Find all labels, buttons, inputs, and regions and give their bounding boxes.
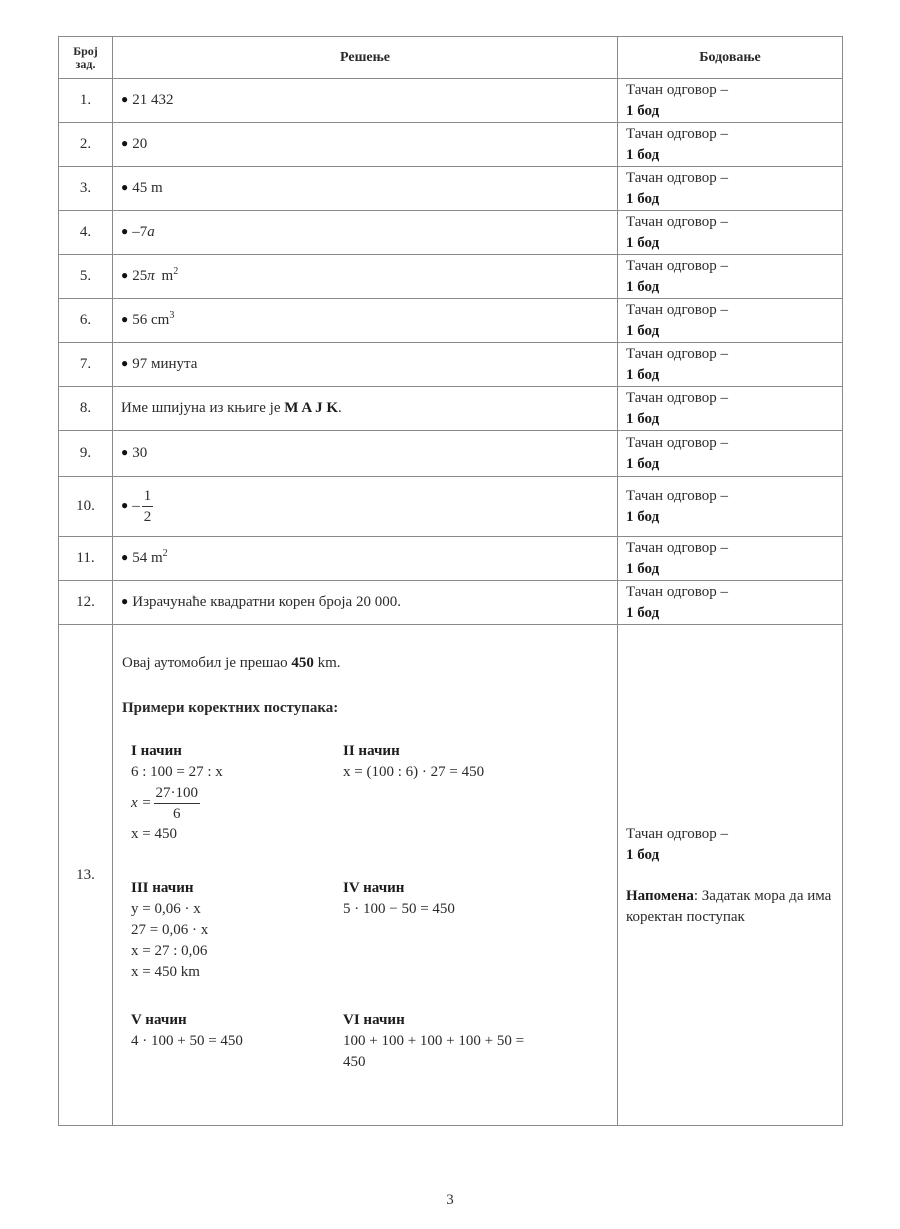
answer: 30 [132, 445, 148, 461]
scoring-points: 1 бод [626, 605, 660, 621]
scoring-points: 1 бод [626, 103, 660, 119]
task-number: 8. [59, 387, 113, 431]
scoring-text: Тачан одговор – [626, 258, 729, 274]
scoring-points: 1 бод [626, 147, 660, 163]
scoring-text: Тачан одговор – [626, 170, 729, 186]
bullet-icon: ● [121, 497, 129, 512]
answer: 25 [132, 268, 148, 284]
bullet-icon: ● [121, 356, 129, 370]
bullet-icon: ● [121, 550, 129, 564]
lead-text: Овај аутомобил је прешао [122, 655, 292, 671]
task-number: 1. [59, 79, 113, 123]
scoring-points: 1 бод [626, 323, 660, 339]
scoring-text: Тачан одговор – [626, 825, 729, 842]
answer-statement [122, 655, 341, 672]
method-line: y = 0,06 · x [131, 901, 201, 917]
method-4 [343, 878, 455, 920]
scoring-points: 1 бод [626, 235, 660, 251]
method-line: 27 = 0,06 · x [131, 922, 209, 938]
answer: 21 432 [132, 92, 174, 108]
answer: 56 cm [132, 312, 170, 328]
bullet-icon: ● [121, 445, 129, 459]
fraction-prefix: x = [131, 795, 152, 811]
task-number: 3. [59, 167, 113, 211]
scoring-cell [618, 211, 843, 255]
task-number: 11. [59, 537, 113, 581]
method-line: 450 [343, 1054, 366, 1070]
task-number: 7. [59, 343, 113, 387]
answer: 54 m [132, 550, 163, 566]
scoring-text: Тачан одговор – [626, 584, 729, 600]
answer-pi: π [147, 268, 155, 284]
answer-exponent: 2 [173, 266, 179, 277]
table-row-13 [59, 625, 843, 1126]
answer-fraction [142, 486, 154, 527]
scoring-points: 1 бод [626, 846, 660, 863]
table-row [59, 477, 843, 537]
task-number: 2. [59, 123, 113, 167]
scoring-cell [618, 387, 843, 431]
bullet-icon: ● [121, 180, 129, 194]
table-row [59, 343, 843, 387]
bullet-icon: ● [121, 268, 129, 282]
solution-cell [113, 387, 618, 431]
answer-unit: m [157, 268, 174, 284]
scoring-text: Тачан одговор – [626, 435, 729, 451]
table-row [59, 211, 843, 255]
task-number: 12. [59, 581, 113, 625]
method-line: x = 450 km [131, 964, 200, 980]
scoring-points: 1 бод [626, 191, 660, 207]
scoring-text: Тачан одговор – [626, 126, 729, 142]
method-line: x = 27 : 0,06 [131, 943, 208, 959]
table-row [59, 431, 843, 477]
scoring-text: Тачан одговор – [626, 390, 729, 406]
answer-sign: – [132, 497, 140, 514]
answer-exponent: 2 [162, 548, 168, 559]
examples-heading: Примери коректних поступака: [122, 700, 339, 716]
task-number: 13. [59, 625, 113, 1126]
fraction-numerator: 1 [142, 486, 154, 507]
scoring-text: Тачан одговор – [626, 488, 729, 504]
answer: 20 [132, 136, 148, 152]
solution-cell [113, 431, 618, 477]
header-task-number [59, 37, 113, 79]
scoring-points: 1 бод [626, 456, 660, 472]
scoring-cell [618, 581, 843, 625]
scoring-text: Тачан одговор – [626, 214, 729, 230]
method-line: 5 · 100 − 50 = 450 [343, 901, 455, 917]
method-title: V начин [131, 1012, 187, 1028]
scoring-cell [618, 477, 843, 537]
answer: 45 m [132, 180, 163, 196]
method-title: IV начин [343, 880, 405, 896]
note-label: Напомена [626, 887, 694, 904]
header-solution: Решење [113, 37, 618, 79]
table-row [59, 537, 843, 581]
table-row [59, 79, 843, 123]
page-number: 3 [446, 1192, 454, 1208]
table-row [59, 299, 843, 343]
note-text: : Задатак мора да има коректан поступак [626, 887, 832, 925]
bullet-icon: ● [121, 594, 129, 608]
table-row [59, 581, 843, 625]
scoring-points: 1 бод [626, 509, 660, 525]
task-number: 5. [59, 255, 113, 299]
solution-cell [113, 581, 618, 625]
table-row [59, 387, 843, 431]
header-scoring: Бодовање [618, 37, 843, 79]
method-line: x = 450 [131, 826, 177, 842]
fraction-denominator: 6 [173, 806, 181, 822]
scoring-points: 1 бод [626, 561, 660, 577]
fraction-numerator: 27·100 [154, 783, 201, 804]
answer-end: . [338, 400, 342, 416]
lead-distance: 450 [291, 655, 314, 671]
task-number: 10. [59, 477, 113, 537]
scoring-points: 1 бод [626, 411, 660, 427]
solution-cell [113, 343, 618, 387]
method-line: x = (100 : 6) · 27 = 450 [343, 764, 485, 780]
method-1 [131, 741, 223, 845]
task-number: 6. [59, 299, 113, 343]
scoring-cell [618, 343, 843, 387]
solutions-table [58, 36, 843, 1126]
table-row [59, 255, 843, 299]
answer-text: Име шпијуна из књиге је [121, 400, 285, 416]
method-5 [131, 1010, 243, 1052]
solution-cell [113, 79, 618, 123]
solution-cell [113, 299, 618, 343]
method-title: II начин [343, 743, 400, 759]
method-title: III начин [131, 880, 194, 896]
scoring-cell [618, 299, 843, 343]
scoring-cell [618, 625, 843, 1126]
method-line: 4 · 100 + 50 = 450 [131, 1033, 243, 1049]
scoring-note [626, 886, 842, 928]
scoring-text: Тачан одговор – [626, 346, 729, 362]
answer: –7 [132, 224, 148, 240]
spy-name: M A J K [284, 400, 339, 416]
fraction-denominator: 2 [143, 509, 152, 525]
answer-variable: a [147, 224, 155, 240]
solution-cell [113, 167, 618, 211]
answer-exponent: 3 [169, 310, 175, 321]
scoring-points: 1 бод [626, 279, 660, 295]
scoring-cell [618, 255, 843, 299]
solution-cell [113, 123, 618, 167]
bullet-icon: ● [121, 224, 129, 238]
solution-cell [113, 477, 618, 537]
method-title: VI начин [343, 1012, 405, 1028]
header-number-line1: Број [73, 43, 98, 58]
scoring-cell [618, 167, 843, 211]
method-fraction-line [131, 783, 223, 824]
scoring-cell [618, 537, 843, 581]
solution-cell [113, 255, 618, 299]
solution-cell [113, 537, 618, 581]
bullet-icon: ● [121, 136, 129, 150]
scoring-text: Тачан одговор – [626, 82, 729, 98]
scoring-points: 1 бод [626, 367, 660, 383]
scoring-cell [618, 431, 843, 477]
answer: Израчунаће квадратни корен броја 20 000. [132, 594, 401, 610]
table-row [59, 167, 843, 211]
table-row [59, 123, 843, 167]
scoring-text: Тачан одговор – [626, 302, 729, 318]
method-line: 6 : 100 = 27 : x [131, 764, 223, 780]
table-header-row [59, 37, 843, 79]
scoring-text: Тачан одговор – [626, 540, 729, 556]
method-title: I начин [131, 743, 182, 759]
bullet-icon: ● [121, 92, 129, 106]
method-line: 100 + 100 + 100 + 100 + 50 = [343, 1033, 525, 1049]
task-number: 9. [59, 431, 113, 477]
bullet-icon: ● [121, 312, 129, 326]
method-fraction [154, 783, 201, 824]
header-number-line2: зад. [75, 56, 96, 71]
scoring-cell [618, 123, 843, 167]
lead-unit: km. [313, 655, 341, 671]
method-6 [343, 1010, 603, 1073]
method-2 [343, 741, 484, 783]
method-3 [131, 878, 208, 983]
task-number: 4. [59, 211, 113, 255]
solution-cell [113, 625, 618, 1126]
answer: 97 минута [132, 356, 198, 372]
scoring-cell [618, 79, 843, 123]
solution-cell [113, 211, 618, 255]
